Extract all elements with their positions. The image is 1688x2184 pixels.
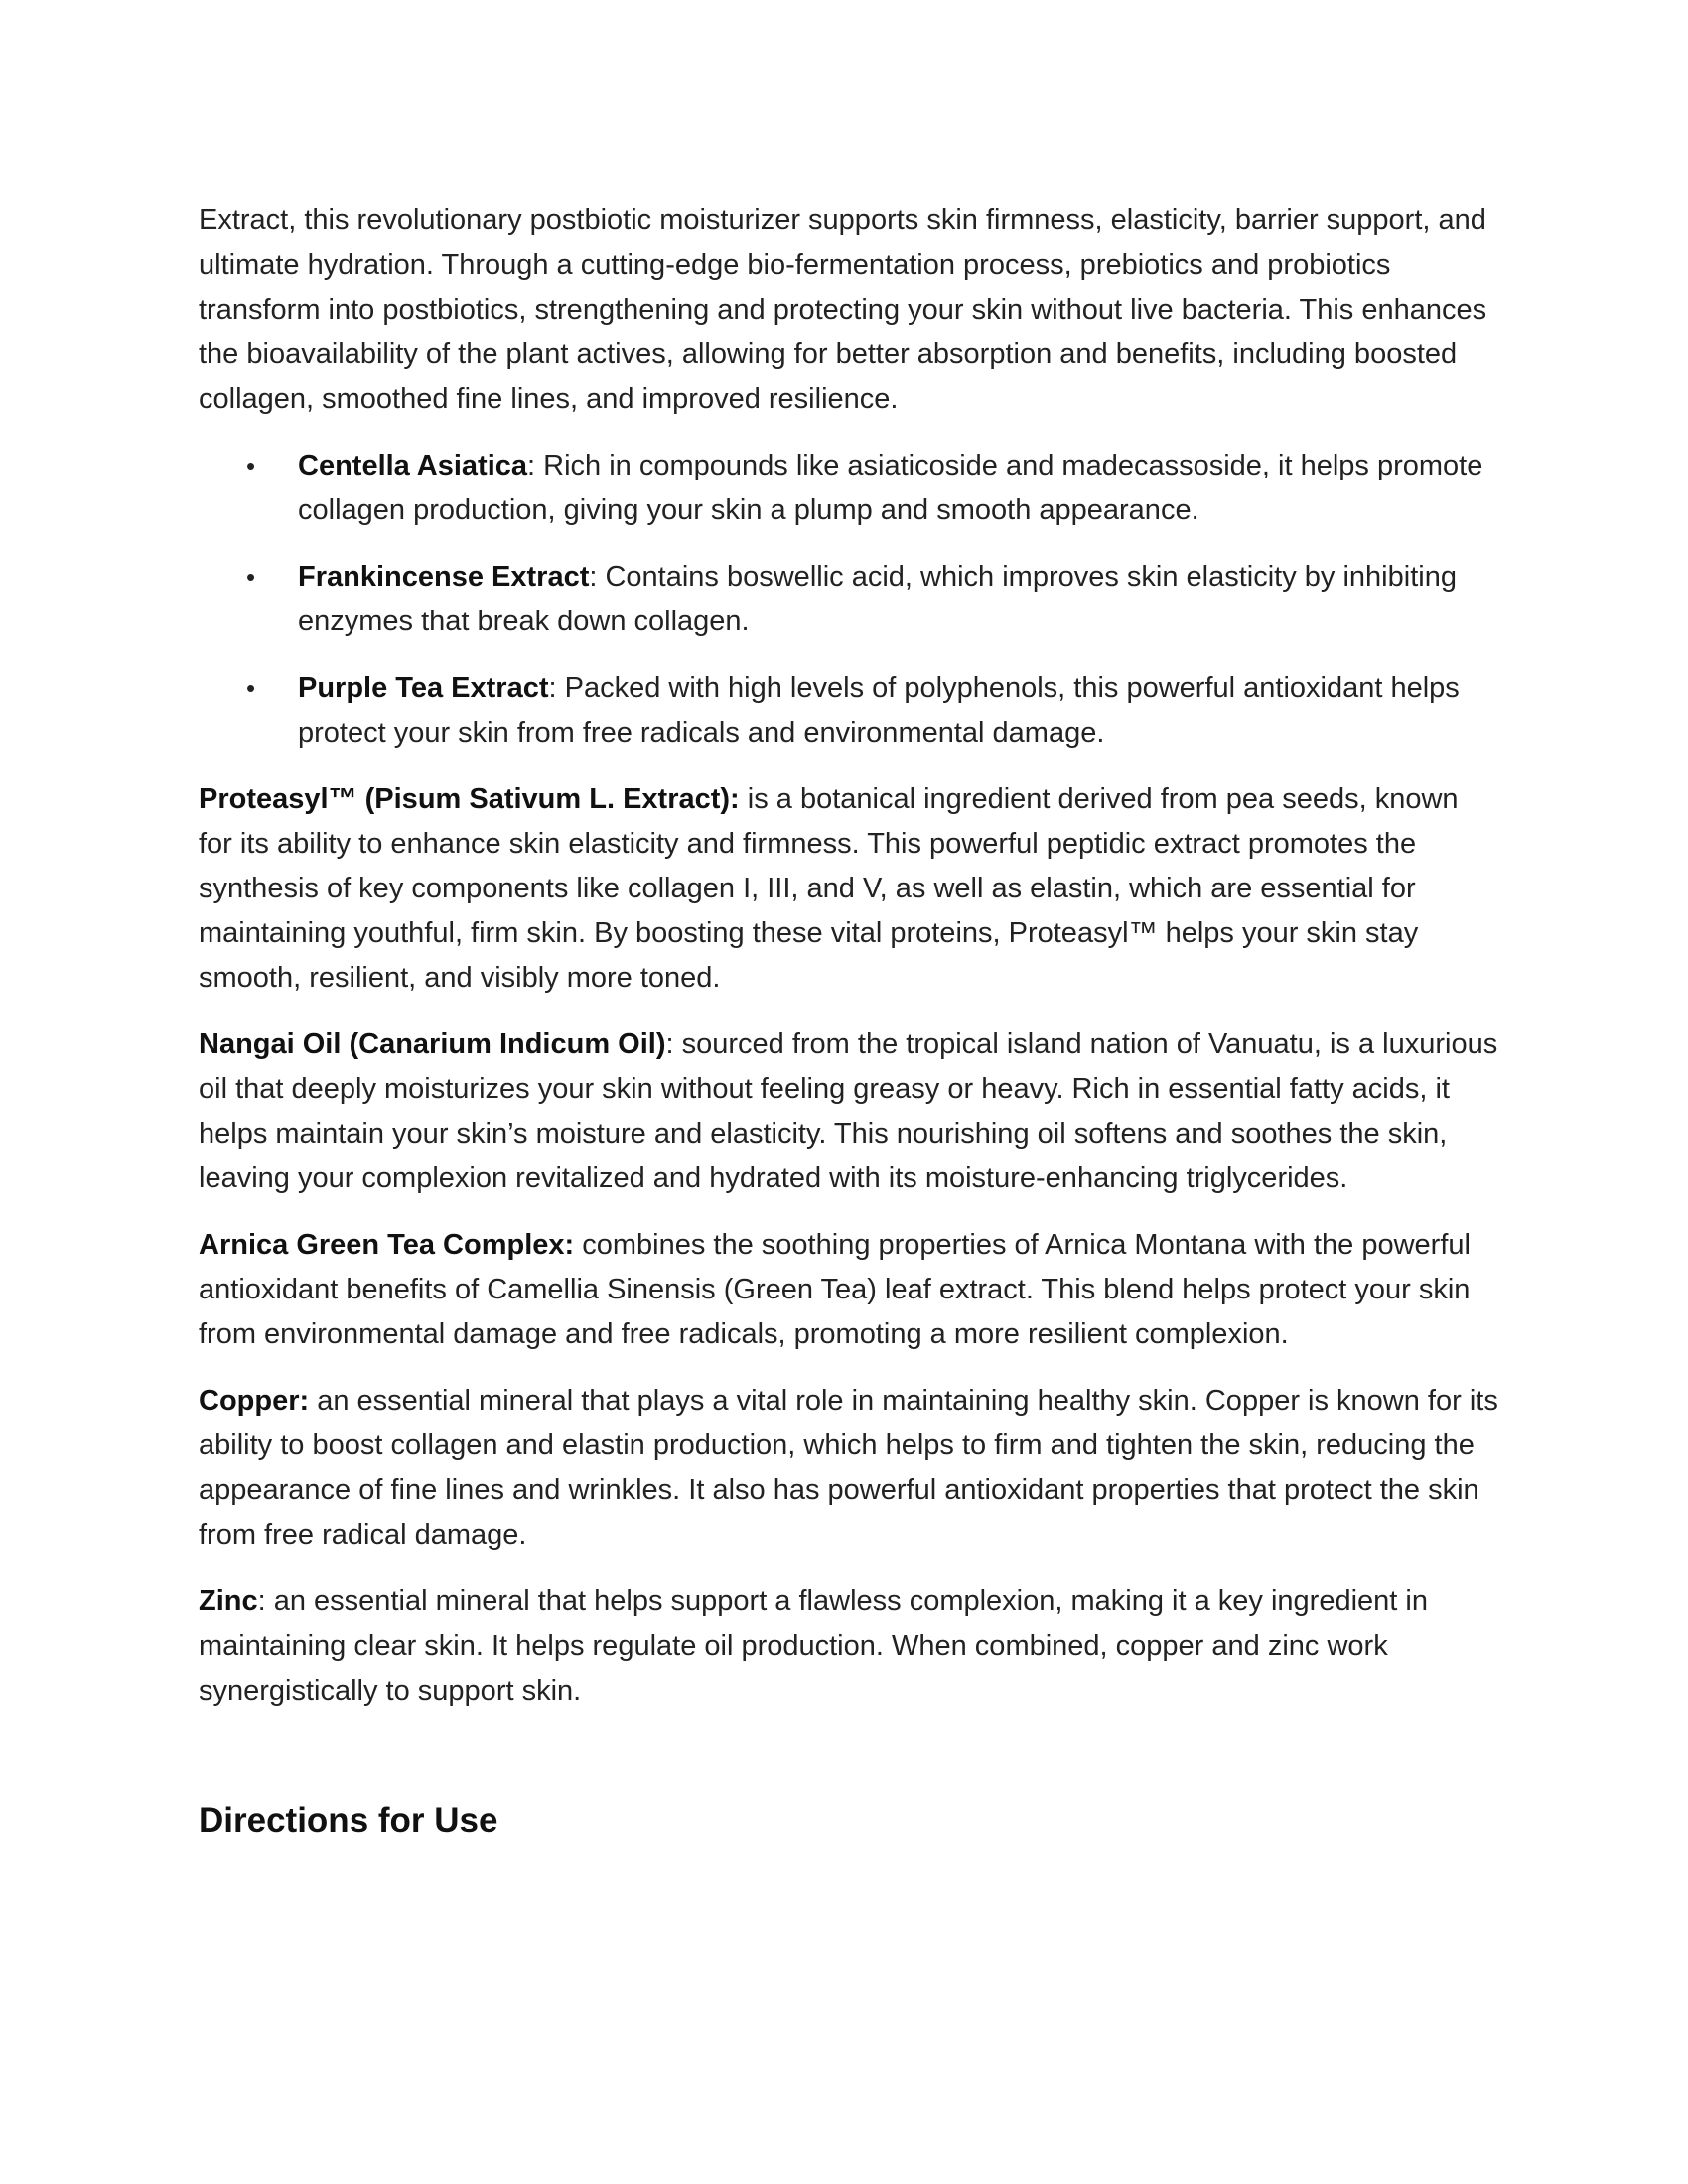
ingredient-description: : an essential mineral that helps support a flawless complexion, making it a key ingredient in maintaining clear skin. It helps regulate oil production. When combined, copper and zinc work synergistically to support skin. [199,1585,1428,1706]
ingredient-paragraph-zinc [199,1579,1499,1713]
ingredient-description: combines the soothing properties of Arnica Montana with the powerful antioxidant benefits of Camellia Sinensis (Green Tea) leaf extract. This blend helps protect your skin from environmental damage and free radicals, promoting a more resilient complexion. [199,1229,1471,1350]
list-item [199,555,1499,644]
ingredient-description: : Packed with high levels of polyphenols, this powerful antioxidant helps protect your skin from free radicals and environmental damage. [298,672,1460,749]
ingredient-paragraph-copper [199,1379,1499,1558]
ingredient-description: : sourced from the tropical island nation of Vanuatu, is a luxurious oil that deeply moisturizes your skin without feeling greasy or heavy. Rich in essential fatty acids, it helps maintain your skin’s moisture and elasticity. This nourishing oil softens and soothes the skin, leaving your complexion revitalized and hydrated with its moisture-enhancing triglycerides. [199,1028,1498,1194]
ingredient-term: Copper: [199,1385,310,1417]
ingredient-term: Proteasyl™ (Pisum Sativum L. Extract): [199,783,740,815]
ingredient-paragraph-nangai-oil [199,1023,1499,1201]
ingredient-paragraph-proteasyl [199,777,1499,1001]
key-extracts-list [199,444,1499,755]
ingredient-term: Zinc [199,1585,258,1617]
ingredient-description: is a botanical ingredient derived from pea seeds, known for its ability to enhance skin elasticity and firmness. This powerful peptidic extract promotes the synthesis of key components like collagen I, III, and V, as well as elastin, which are essential for maintaining youthful, firm skin. By boosting these vital proteins, Proteasyl™ helps your skin stay smooth, resilient, and visibly more toned. [199,783,1459,994]
list-item [199,666,1499,755]
bullet-icon: • [246,562,256,592]
section-heading-directions: Directions for Use [199,1801,498,1840]
ingredient-term: Nangai Oil (Canarium Indicum Oil) [199,1028,666,1060]
ingredient-paragraph-arnica-green-tea [199,1223,1499,1357]
ingredient-term: Arnica Green Tea Complex: [199,1229,575,1261]
list-item [199,444,1499,533]
document-page [199,199,1499,1843]
ingredient-description: an essential mineral that plays a vital role in maintaining healthy skin. Copper is known for its ability to boost collagen and elastin production, which helps to firm and tighten the skin, reducing the appearance of fine lines and wrinkles. It also has powerful antioxidant properties that protect the skin from free radical damage. [199,1385,1498,1551]
bullet-icon: • [246,451,256,480]
bullet-icon: • [246,673,256,703]
ingredient-description: : Rich in compounds like asiaticoside and madecassoside, it helps promote collagen production, giving your skin a plump and smooth appearance. [298,450,1483,526]
ingredient-term: Frankincense Extract [298,561,590,593]
ingredient-description: : Contains boswellic acid, which improves skin elasticity by inhibiting enzymes that break down collagen. [298,561,1457,637]
intro-paragraph: Extract, this revolutionary postbiotic moisturizer supports skin firmness, elasticity, barrier support, and ultimate hydration. Through a cutting-edge bio-fermentation process, prebiotics and probiotics transform into postbiotics, strengthening and protecting your skin without live bacteria. This enhances the bioavailability of the plant actives, allowing for better absorption and benefits, including boosted collagen, smoothed fine lines, and improved resilience. [199,205,1487,415]
ingredient-term: Centella Asiatica [298,450,528,481]
ingredient-term: Purple Tea Extract [298,672,549,704]
